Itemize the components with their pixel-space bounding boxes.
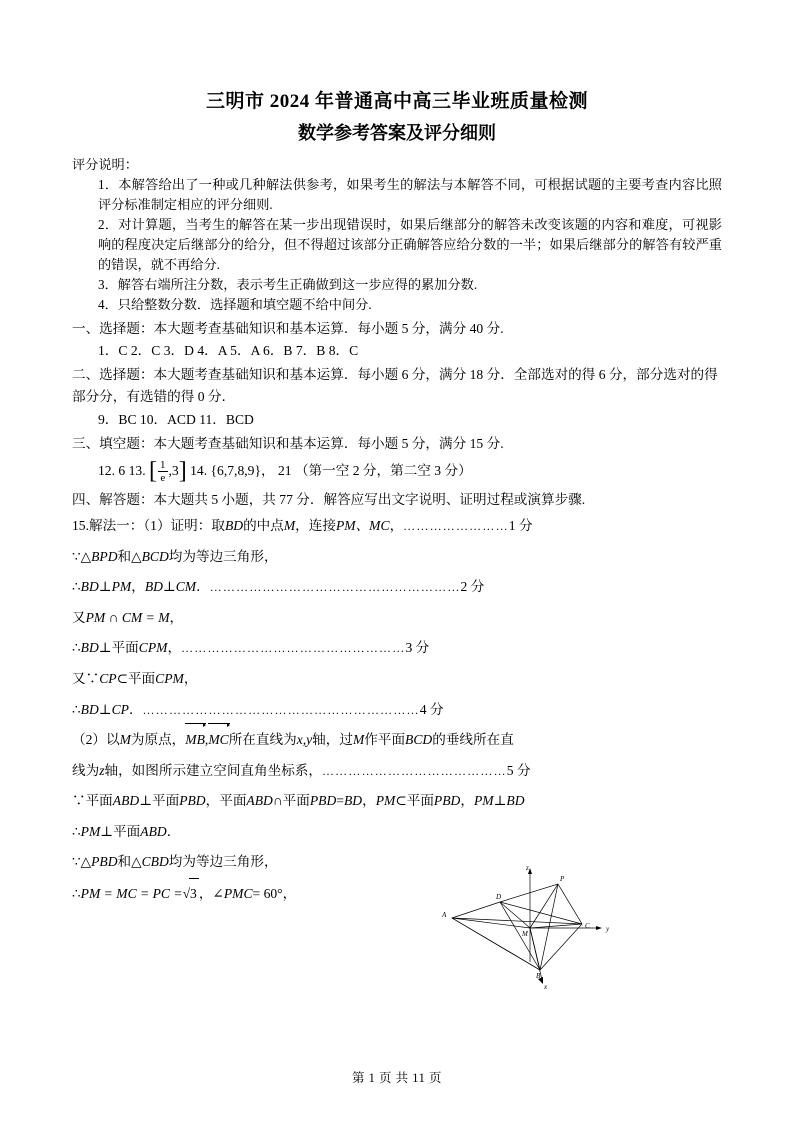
scoring-note-1: 1．本解答给出了一种或几种解法供参考，如果考生的解法与本解答不同，可根据试题的主要考查内容比照评分标准制定相应的评分细则. (98, 177, 722, 213)
figure-label-M: M (522, 930, 528, 938)
q15-l9-period: ． (166, 823, 181, 839)
figure-label-A: A (442, 911, 447, 919)
q15-p2-c: 所在直线为 (228, 732, 297, 748)
q15-comma: ， (389, 518, 404, 534)
q15-l10-b: 和△ (117, 854, 142, 870)
q15-l9-abd: ABD (140, 823, 167, 839)
q15-p2-xy: x,y (296, 732, 313, 748)
q15-l10-cbd: CBD (141, 854, 169, 870)
q15-l8-pm: PM (375, 793, 396, 809)
q15-line-1 (72, 511, 722, 542)
q15-l10-c: 均为等边三角形， (168, 854, 278, 870)
q15-l8-pbd3: PBD (433, 793, 461, 809)
figure-label-x: x (544, 983, 548, 991)
q15-l3-comma: ， (131, 579, 145, 595)
q15-p2-bcd: BCD (405, 732, 433, 748)
q15-l8-h: ， (460, 793, 474, 809)
q15-l4-expr: PM ∩ CM = M (85, 609, 170, 625)
q15-part2-line-2 (72, 756, 722, 787)
document-body (72, 86, 722, 910)
q15-l8-c: ，平面 (205, 793, 247, 809)
q15-l8-a: ∵平面 (72, 793, 113, 809)
q15-l2-a: ∵△ (72, 548, 92, 564)
geometry-figure-svg (430, 862, 630, 992)
q15-text-midpoint: 的中点 (243, 518, 284, 534)
score-2: 2 分 (460, 579, 485, 595)
q15-l11-b: ，∠ (198, 886, 224, 902)
q15-p2-z: z (99, 762, 105, 778)
bracket-left: [ (149, 457, 158, 484)
q14-number: 14. (190, 462, 208, 478)
q15-line-5 (72, 633, 722, 664)
q15-l8-eq: = (336, 793, 344, 809)
q15-l3-a: ∴ (72, 579, 81, 595)
dot-leader-3: …………………………………………… (181, 641, 406, 656)
q15-line-2 (72, 542, 722, 573)
scoring-note-4: 4．只给整数分数．选择题和填空题不给中间分. (98, 297, 372, 313)
q15-l8-abd: ABD (112, 793, 140, 809)
q15-l11-a: ∴ (72, 886, 81, 902)
q15-line-3 (72, 572, 722, 603)
fraction-one-over-e: $\frac{1}{e}$ (160, 458, 166, 485)
q15-p2-e: 作平面 (364, 732, 406, 748)
geometry-figure (430, 862, 630, 992)
q15-p2-f: 的垂线所在直 (432, 732, 514, 748)
vector-mc: MC (208, 725, 228, 756)
q15-l3-perp1: ⊥ (98, 579, 112, 595)
q15-l3-perp2: ⊥ (162, 579, 176, 595)
q15-part2-line-3 (72, 786, 722, 817)
q15-l11-expr: PM = MC = PC = (80, 886, 183, 902)
q15-l5-perp-plane: ⊥平面 (98, 640, 139, 656)
q15-l8-b: ⊥平面 (139, 793, 180, 809)
figure-label-B: B (536, 972, 541, 980)
q15-l2-b: 和△ (117, 548, 142, 564)
q15-p2-origin: 为原点， (130, 732, 186, 748)
score-5: 5 分 (506, 762, 531, 778)
q15-p2-m: M (119, 732, 131, 748)
q15-l7-bd: BD (80, 701, 99, 717)
q15-l11-sqrt3: 3 (189, 878, 199, 910)
q15-l9-pm: PM (80, 823, 101, 839)
q15-l5-a: ∴ (72, 640, 81, 656)
q15-l3-bd2: BD (144, 579, 163, 595)
q15-p2-m2: M (352, 732, 365, 748)
q15-l5-cpm: CPM (138, 640, 168, 656)
section-2-heading: 二、选择题：本大题考查基础知识和基本运算．每小题 6 分，满分 18 分．全部选对的得 6 分，部分选对的得部分分，有选错的得 0 分． (72, 367, 718, 405)
q15-l8-abd2: ABD (246, 793, 273, 809)
section-4-heading: 四、解答题：本大题共 5 小题，共 77 分．解答应写出文字说明、证明过程或演算步骤. (72, 492, 586, 508)
q15-l8-f: ， (362, 793, 376, 809)
q13-rest: ,3 (168, 462, 179, 478)
q15-l3-bd: BD (80, 579, 99, 595)
q15-line-4 (72, 603, 722, 634)
q12-number: 12. (98, 462, 115, 478)
radical-sign: √ (182, 886, 191, 902)
q15-l8-bd: BD (343, 793, 363, 809)
q15-l5-comma: ， (167, 640, 182, 656)
q15-l3-period: ． (196, 579, 210, 595)
q15-part2-line-4 (72, 817, 722, 848)
q15-p2-vec-comma: , (204, 732, 209, 748)
q15-p2-g: 线为 (72, 762, 100, 778)
q15-var-bd: BD (224, 518, 244, 534)
q15-l6-comma: ， (183, 670, 198, 686)
q15-l6-subset: ⊂平面 (116, 670, 156, 686)
bracket-right: ] (178, 457, 187, 484)
q15-line-7 (72, 695, 722, 726)
q15-var-m: M (283, 518, 296, 534)
q15-tri-bcd: BCD (141, 548, 169, 564)
q15-lead: 15.解法一：（1）证明：取 (72, 518, 225, 534)
q14-comma: ， (260, 462, 275, 478)
q15-p2-a: （2）以 (72, 732, 120, 748)
dot-leader-2: ………………………………………………… (209, 580, 461, 595)
score-3: 3 分 (405, 640, 430, 656)
dot-leader-1: …………………… (403, 519, 509, 534)
section-2-answers: 9．BC 10．ACD 11．BCD (98, 411, 254, 427)
figure-label-y: y (606, 925, 610, 933)
page-title-line1: 三明市 2024 年普通高中高三毕业班质量检测 (205, 91, 588, 112)
q15-l7-period: ． (128, 701, 143, 717)
q15-l5-bd: BD (80, 640, 99, 656)
q15-tri-bpd: BPD (91, 548, 118, 564)
score-1: 1 分 (508, 518, 533, 534)
q15-l2-c: 均为等边三角形， (168, 548, 278, 564)
fill-in-answers (72, 455, 722, 488)
q15-l6-cp: CP (99, 670, 117, 686)
q15-text-connect: ，连接 (295, 518, 336, 534)
scoring-note-3: 3．解答右端所注分数，表示考生正确做到这一步应得的累加分数. (98, 277, 478, 293)
section-1-heading: 一、选择题：本大题考查基础知识和基本运算．每小题 5 分，满分 40 分. (72, 320, 504, 336)
q15-l8-pbd: PBD (179, 793, 206, 809)
q13-number: 13. (128, 462, 146, 478)
q14-set: {6,7,8,9} (210, 462, 261, 478)
q15-l8-g: ⊂平面 (395, 793, 434, 809)
figure-label-C: C (585, 922, 590, 930)
figure-label-D: D (496, 893, 502, 901)
q15-l3-cm: CM (175, 579, 197, 595)
q15-l7-cp: CP (111, 701, 129, 717)
q15-l8-d: ∩平面 (272, 793, 310, 809)
section-3-heading: 三、填空题：本大题考查基础知识和基本运算．每小题 5 分，满分 15 分. (72, 435, 504, 451)
dot-leader-5: …………………………………… (321, 763, 507, 778)
vector-mb: MB (185, 725, 205, 756)
section-1-answers: 1．C 2．C 3．D 4．A 5．A 6．B 7．B 8．C (98, 343, 359, 359)
scoring-note-label: 评分说明： (72, 157, 138, 172)
q15-l7-a: ∴ (72, 701, 81, 717)
q15-l6-a: 又∵ (72, 670, 100, 686)
q15-l10-a: ∵△ (72, 854, 92, 870)
page-footer: 第 1 页 共 11 页 (352, 1071, 442, 1085)
q15-l7-perp: ⊥ (98, 701, 112, 717)
q15-l6-cpm: CPM (155, 670, 184, 686)
dot-leader-4: ……………………………………………………… (142, 702, 420, 717)
q15-l9-a: ∴ (72, 823, 81, 839)
score-4: 4 分 (419, 701, 444, 717)
q15-l3-pm: PM (111, 579, 132, 595)
q15-l9-b: ⊥平面 (100, 823, 141, 839)
page-title-line2: 数学参考答案及评分细则 (298, 123, 496, 143)
q15-l8-bd2: BD (506, 793, 525, 809)
q15-l8-pm2: PM (473, 793, 494, 809)
q14-second-answer: 21 (277, 462, 292, 478)
figure-label-P: P (560, 875, 565, 883)
q15-part2-line-1 (72, 725, 722, 756)
q15-l8-perp: ⊥ (493, 793, 507, 809)
scoring-note-2: 2．对计算题，当考生的解答在某一步出现错误时，如果后继部分的解答未改变该题的内容和难度，可视影响的程度决定后继部分的给分，但不得超过该部分正确解答应给分数的一半；如果后继部分的解答有较严重的错误，就不再给分. (98, 217, 722, 273)
q12-answer: 6 (118, 462, 126, 478)
q15-l10-pbd: PBD (91, 854, 118, 870)
q15-var-pm-mc: PM、MC (335, 518, 390, 534)
q15-p2-h: 轴，如图所示建立空间直角坐标系， (104, 762, 322, 778)
q15-line-6 (72, 664, 722, 695)
q15-l11-pmc: PMC (223, 886, 253, 902)
q15-l11-c: = 60°， (252, 886, 297, 902)
q15-l8-pbd2: PBD (309, 793, 337, 809)
figure-label-z: z (526, 864, 529, 872)
q15-l4-comma: ， (169, 609, 184, 625)
q15-p2-d: 轴，过 (312, 732, 353, 748)
q14-note: （第一空 2 分，第二空 3 分） (294, 462, 472, 478)
q15-l4-a: 又 (72, 609, 86, 625)
